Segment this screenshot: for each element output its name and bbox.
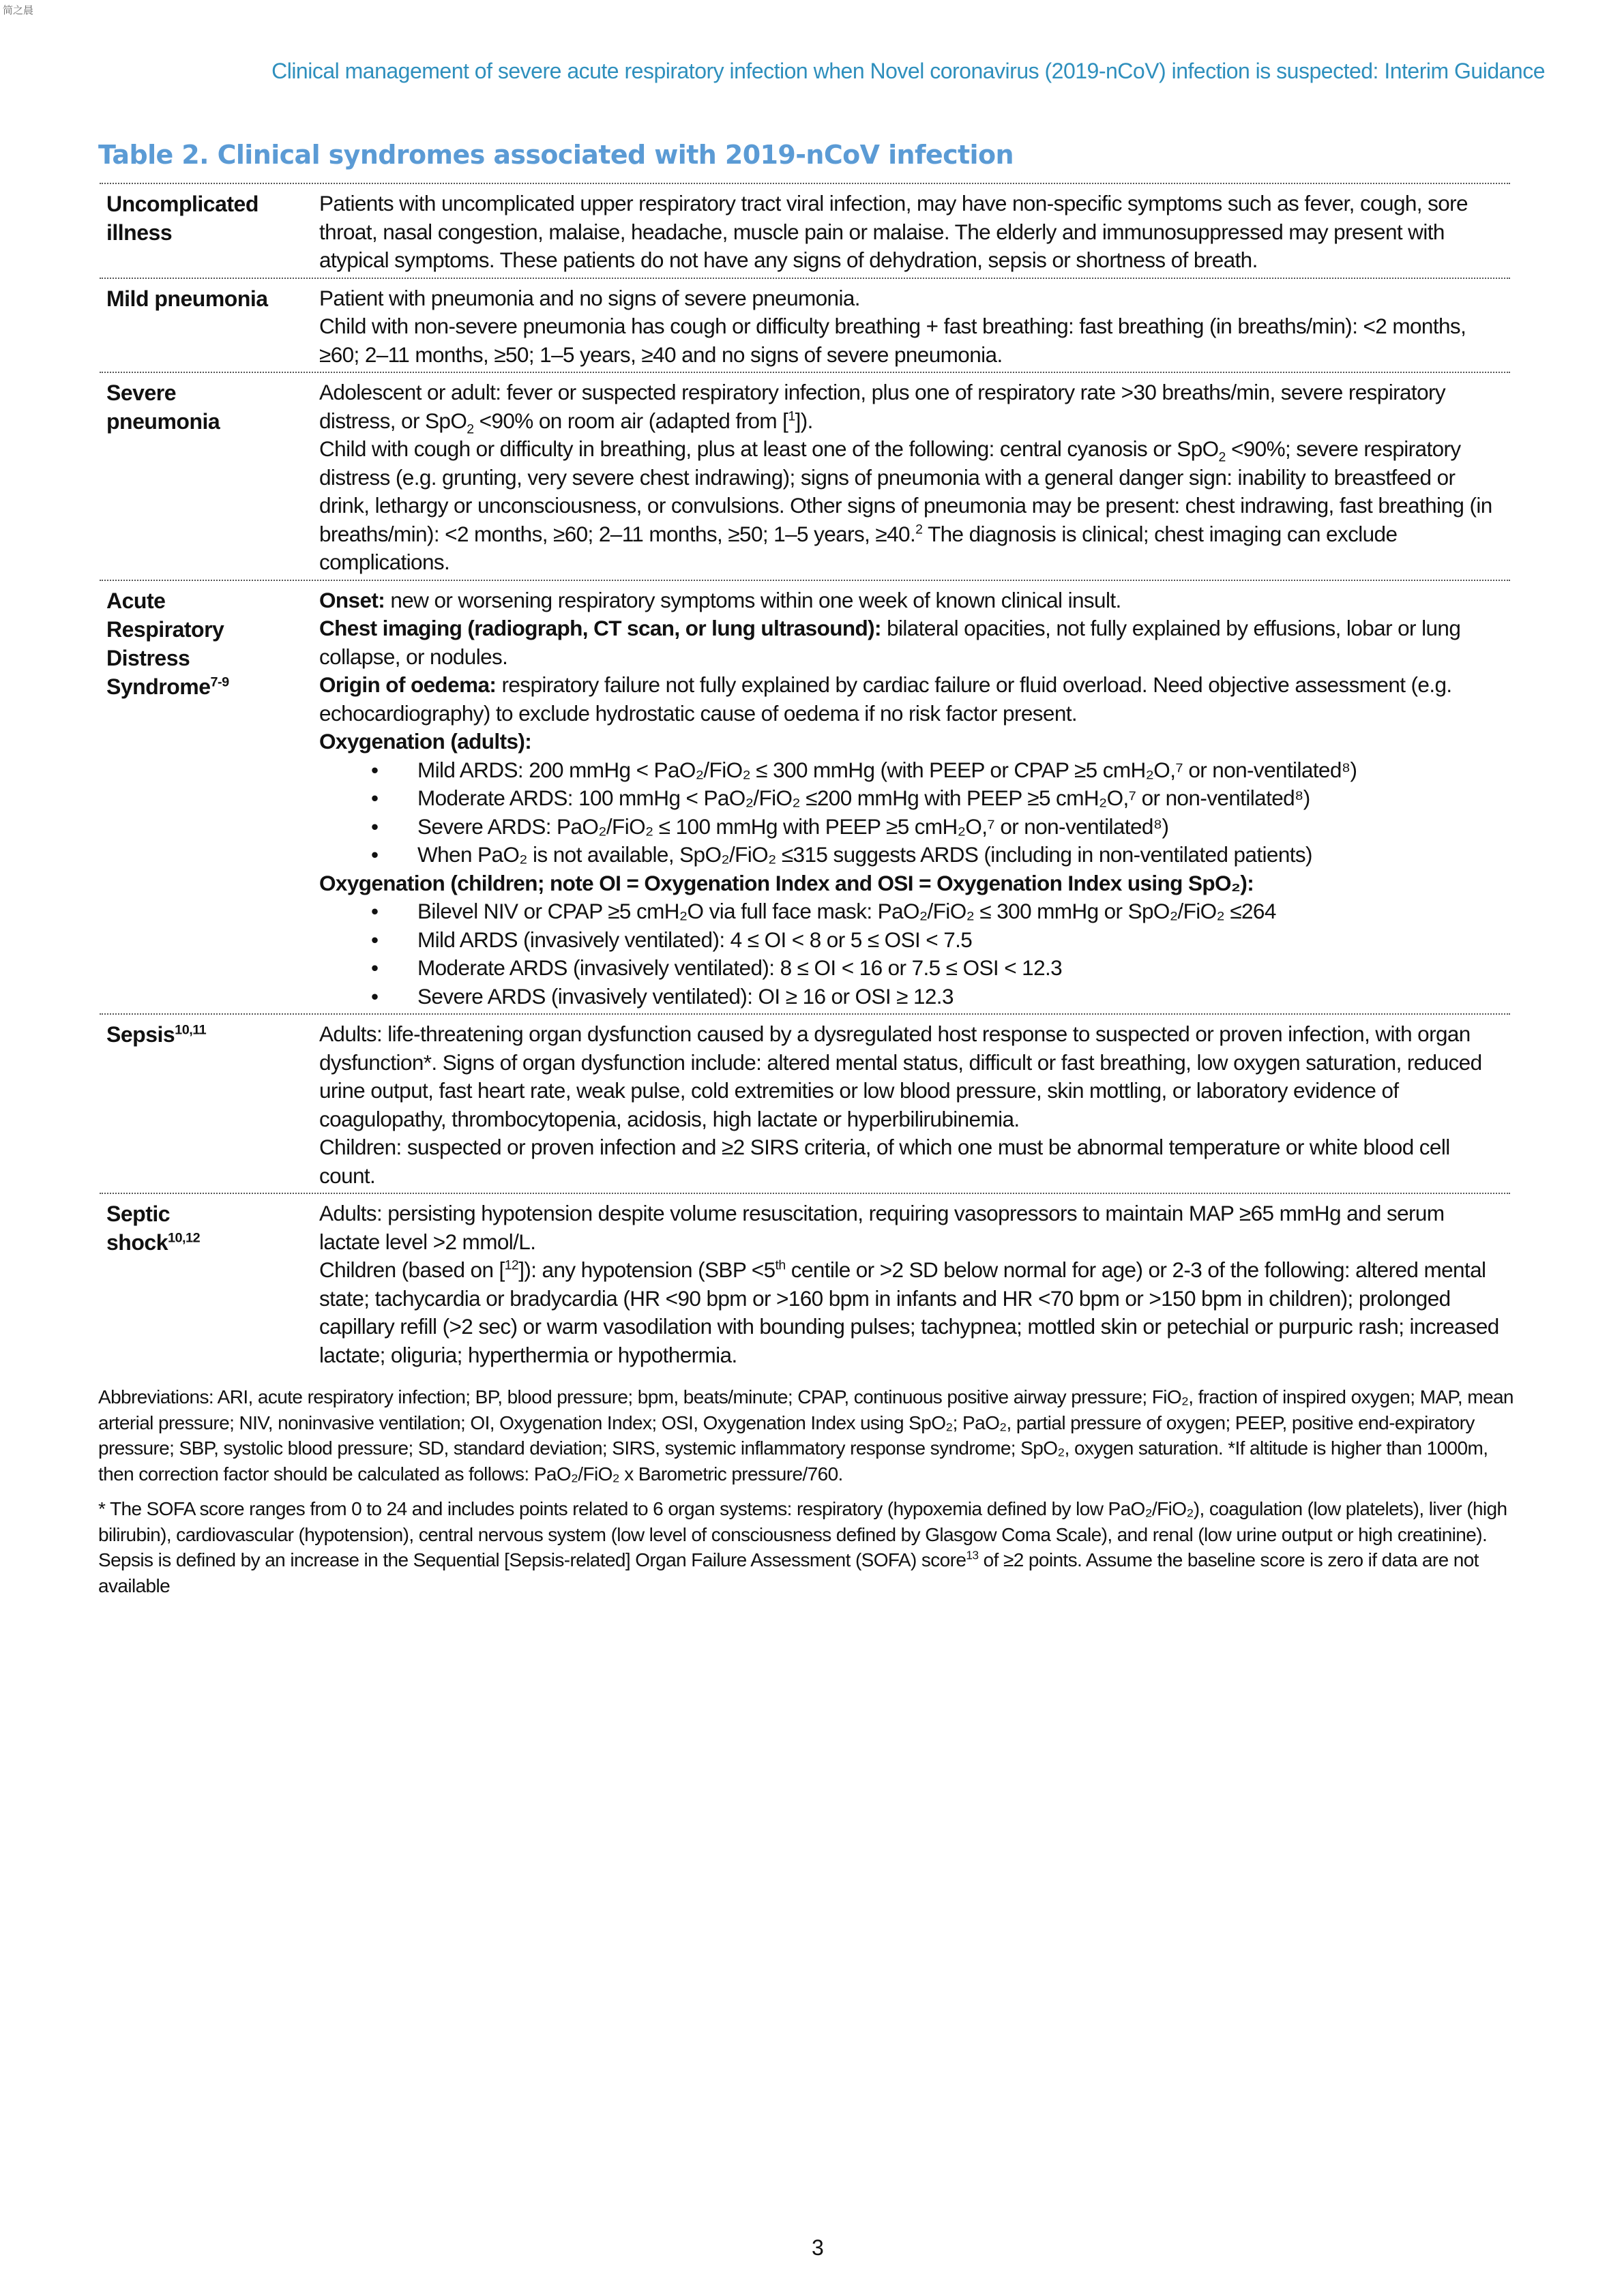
list-item: • Bilevel NIV or CPAP ≥5 cmH₂O via full face mask: PaO₂/FiO₂ ≤ 300 mmHg or SpO₂/FiO₂ ≤264 [319,897,1506,926]
syndrome-term: Sepsis$^{10,11}$ [106,1022,207,1047]
syndrome-definition [319,284,1510,370]
definition-text: Child with non-severe pneumonia has cough or difficulty breathing + fast breathing: fast breathing (in breaths/min): <2 months, ≥60; 2–11 months, ≥50; 1–5 years, ≥40 and no signs of severe pneumonia. [319,314,1466,367]
table-row [100,581,1510,1015]
running-header: Clinical management of severe acute respiratory infection when Novel coronavirus (2019-nCoV) infection is suspected: Interim Guidance [271,59,1545,83]
definition-adult: Adults: persisting hypotension despite volume resuscitation, requiring vasopressors to maintain MAP ≥65 mmHg and serum lactate level >2 mmol/L. [319,1201,1445,1254]
ards-child-criteria-list [319,897,1506,1011]
list-item: • Severe ARDS: PaO₂/FiO₂ ≤ 100 mmHg with PEEP ≥5 cmH₂O,⁷ or non-ventilated⁸) [319,813,1506,841]
syndrome-term: Septic shock$^{10,12}$ [106,1202,201,1255]
table-row [100,1015,1510,1194]
table-notes [98,1384,1524,1608]
table-title: Table 2. Clinical syndromes associated with 2019-nCoV infection [98,140,1014,170]
syndrome-definition [319,1020,1510,1190]
syndrome-definition [319,378,1510,577]
abbreviations-note: Abbreviations: ARI, acute respiratory infection; BP, blood pressure; bpm, beats/minute; CPAP, continuous positive airway pressure; FiO₂, fraction of inspired oxygen; MAP, mean arterial pressure; NIV, noninvasive ventilation; OI, Oxygenation Index; OSI, Oxygenation Index using SpO₂; PaO₂, partial pressure of oxygen; PEEP, positive end-expiratory pressure; SBP, systolic blood pressure; SD, standard deviation; SIRS, systemic inflammatory response syndrome; SpO₂, oxygen saturation. *If altitude is higher than 1000m, then correction factor should be calculated as follows: PaO₂/FiO₂ x Barometric pressure/760. [98,1386,1514,1485]
syndrome-term: Severe pneumonia [106,381,220,434]
list-item: • When PaO₂ is not available, SpO₂/FiO₂ ≤315 suggests ARDS (including in non-ventilated patients) [319,841,1506,869]
table-row [100,279,1510,374]
table-row [100,1194,1510,1372]
syndrome-definition [319,1199,1510,1369]
definition-adult: Adults: life-threatening organ dysfunction caused by a dysregulated host response to suspected or proven infection, with organ dysfunction*. Signs of organ dysfunction include: altered mental status, difficult or fast breathing, low oxygen saturation, reduced urine output, fast heart rate, weak pulse, cold extremities or low blood pressure, skin mottling, or laboratory evidence of coagulopathy, thrombocytopenia, acidosis, high lactate or hyperbilirubinemia. [319,1022,1482,1131]
list-item: • Moderate ARDS (invasively ventilated): 8 ≤ OI < 16 or 7.5 ≤ OSI < 12.3 [319,954,1506,983]
definition-adult: Adolescent or adult: fever or suspected respiratory infection, plus one of respiratory rate >30 breaths/min, severe respiratory distress, or SpO$_2$ <90% on room air (adapted from [$^1$]). [319,380,1446,436]
syndrome-definition [319,586,1510,1011]
corner-mark: 简之晨 [3,5,34,16]
syndrome-term: Uncomplicated illness [106,192,259,245]
list-item: • Severe ARDS (invasively ventilated): OI ≥ 16 or OSI ≥ 12.3 [319,983,1506,1011]
page-number: 3 [812,2235,824,2260]
table-row [100,373,1510,581]
ards-onset: Onset: new or worsening respiratory symptoms within one week of known clinical insult. [319,587,1121,612]
syndrome-term: Acute Respiratory Distress Syndrome$^{7-9}$ [106,588,229,699]
ards-oxygenation-children-heading: Oxygenation (children; note OI = Oxygenation Index and OSI = Oxygenation Index using SpO₂): [319,870,1254,895]
list-item: • Mild ARDS: 200 mmHg < PaO₂/FiO₂ ≤ 300 mmHg (with PEEP or CPAP ≥5 cmH₂O,⁷ or non-ventilated⁸) [319,756,1506,785]
definition-child: Child with cough or difficulty in breathing, plus at least one of the following: central cyanosis or SpO$_2$ <90%; severe respiratory distress (e.g. grunting, very severe chest indrawing); signs of pneumonia with a general danger sign: inability to breastfeed or drink, lethargy or unconsciousness, or convulsions. Other signs of pneumonia may be present: chest indrawing, fast breathing (in breaths/min): <2 months, ≥60; 2–11 months, ≥50; 1–5 years, ≥40.$^2$ The diagnosis is clinical; chest imaging can exclude complications. [319,436,1492,574]
list-item: • Moderate ARDS: 100 mmHg < PaO₂/FiO₂ ≤200 mmHg with PEEP ≥5 cmH₂O,⁷ or non-ventilated⁸) [319,784,1506,813]
ards-origin: Origin of oedema: respiratory failure not fully explained by cardiac failure or fluid overload. Need objective assessment (e.g. echocardiography) to exclude hydrostatic cause of oedema if no risk factor present. [319,672,1452,726]
table-row [100,184,1510,279]
syndrome-term: Mild pneumonia [106,286,268,311]
definition-child: Children: suspected or proven infection and ≥2 SIRS criteria, of which one must be abnormal temperature or white blood cell count. [319,1135,1450,1188]
list-item: • Mild ARDS (invasively ventilated): 4 ≤ OI < 8 or 5 ≤ OSI < 7.5 [319,926,1506,955]
definition-text: Patient with pneumonia and no signs of severe pneumonia. [319,285,860,310]
ards-adult-criteria-list [319,756,1506,869]
ards-imaging: Chest imaging (radiograph, CT scan, or lung ultrasound): bilateral opacities, not fully explained by effusions, lobar or lung collapse, or nodules. [319,616,1461,669]
sofa-footnote: * The SOFA score ranges from 0 to 24 and includes points related to 6 organ systems: respiratory (hypoxemia defined by low PaO₂/FiO₂), coagulation (low platelets), liver (high bilirubin), cardiovascular (hypotension), central nervous system (low level of consciousness defined by Glasgow Coma Scale), and renal (low urine output or high creatinine). Sepsis is defined by an increase in the Sequential [Sepsis-related] Organ Failure Assessment (SOFA) score$^{13}$ of ≥2 points. Assume the baseline score is zero if data are not available [98,1498,1507,1596]
definition-child: Children (based on [$^{12}$]): any hypotension (SBP <5th centile or >2 SD below normal for age) or 2-3 of the following: altered mental state; tachycardia or bradycardia (HR <90 bpm or >160 bpm in infants and HR <70 bpm or >150 bpm in children); prolonged capillary refill (>2 sec) or warm vasodilation with bounding pulses; tachypnea; mottled skin or petechial or purpuric rash; increased lactate; oliguria; hyperthermia or hypothermia. [319,1257,1499,1367]
ards-oxygenation-adults-heading: Oxygenation (adults): [319,729,532,754]
definition-text: Patients with uncomplicated upper respiratory tract viral infection, may have non-specific symptoms such as fever, cough, sore throat, nasal congestion, malaise, headache, muscle pain or malaise. The elderly and immunosuppressed may present with atypical symptoms. These patients do not have any signs of dehydration, sepsis or shortness of breath. [319,191,1468,272]
syndromes-table [100,183,1510,1372]
syndrome-definition [319,190,1510,275]
